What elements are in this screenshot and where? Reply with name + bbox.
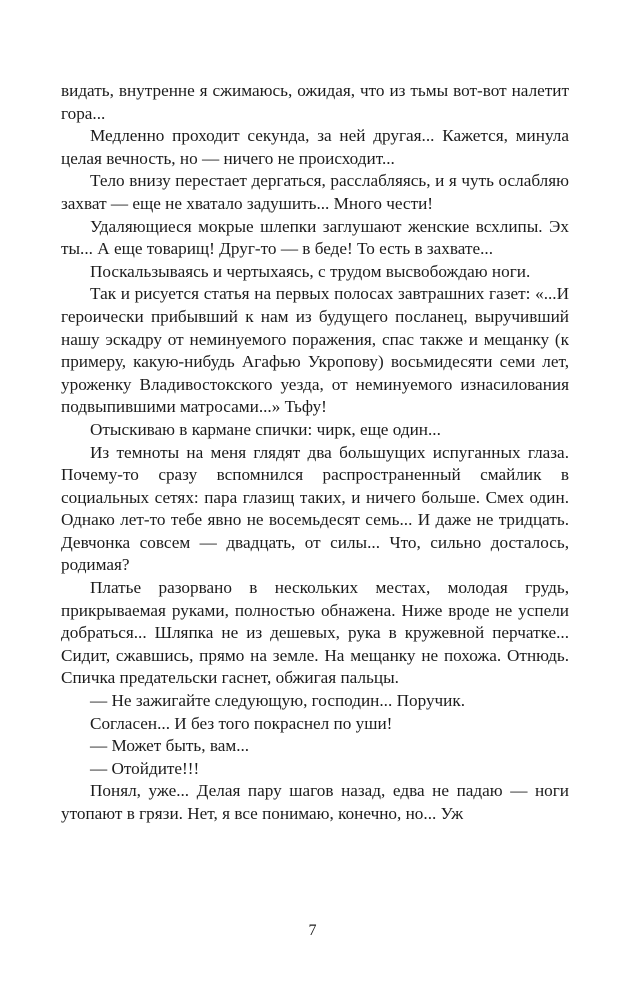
paragraph: Платье разорвано в нескольких местах, молодая грудь, прикрываемая руками, полностью обнажена. Ниже вроде не успели добраться... Шляпка не из дешевых, рука в кружевной перчатке... Сидит, сжавшись, прямо на земле. На мещанку не похожа. Отнюдь. Спичка предательски гаснет, обжигая пальцы. xyxy=(61,578,569,688)
paragraph: Тело внизу перестает дергаться, расслабляясь, и я чуть ослабляю захват — еще не хватало задушить... Много чести! xyxy=(61,171,569,213)
paragraph: Согласен... И без того покраснел по уши! xyxy=(90,713,393,733)
paragraph: — Не зажигайте следующую, господин... Поручик. xyxy=(90,691,466,711)
paragraph: Так и рисуется статья на первых полосах завтрашних газет: «...И героически прибывший к нам из будущего посланец, выручивший нашу эскадру от неминуемого поражения, спас также и мещанку (к примеру, какую-нибудь Агафью Укропову) восьмидесяти семи лет, уроженку Владивостокского уезда, от неминуемого изнасилования подвыпившими матросами...» Тьфу! xyxy=(61,284,569,417)
paragraph: Удаляющиеся мокрые шлепки заглушают женские всхлипы. Эх ты... А еще товарищ! Друг-то — в беде! То есть в захвате... xyxy=(61,216,569,259)
paragraph: Отыскиваю в кармане спички: чирк, еще один... xyxy=(90,419,441,439)
paragraph: Медленно проходит секунда, за ней другая... Кажется, минула целая вечность, но — ничего не происходит... xyxy=(61,126,569,168)
paragraph: Поскальзываясь и чертыхаясь, с трудом высвобождаю ноги. xyxy=(90,261,531,281)
paragraph: — Отойдите!!! xyxy=(90,758,200,778)
page-text xyxy=(61,80,569,826)
paragraph: Понял, уже... Делая пару шагов назад, едва не падаю — ноги утопают в грязи. Нет, я все понимаю, конечно, но... Уж xyxy=(61,781,569,823)
paragraph: видать, внутренне я сжимаюсь, ожидая, что из тьмы вот-вот налетит гора... xyxy=(61,81,569,123)
paragraph: Из темноты на меня глядят два большущих испуганных глаза. Почему-то сразу вспомнился распространенный смайлик в социальных сетях: пара глазищ таких, и ничего больше. Смех один. Однако лет-то тебе явно не восемьдесят семь... И даже не тридцать. Девчонка совсем — двадцать, от силы... Что, сильно досталось, родимая? xyxy=(61,442,569,575)
page-number: 7 xyxy=(308,922,317,939)
paragraph: — Может быть, вам... xyxy=(90,736,250,756)
